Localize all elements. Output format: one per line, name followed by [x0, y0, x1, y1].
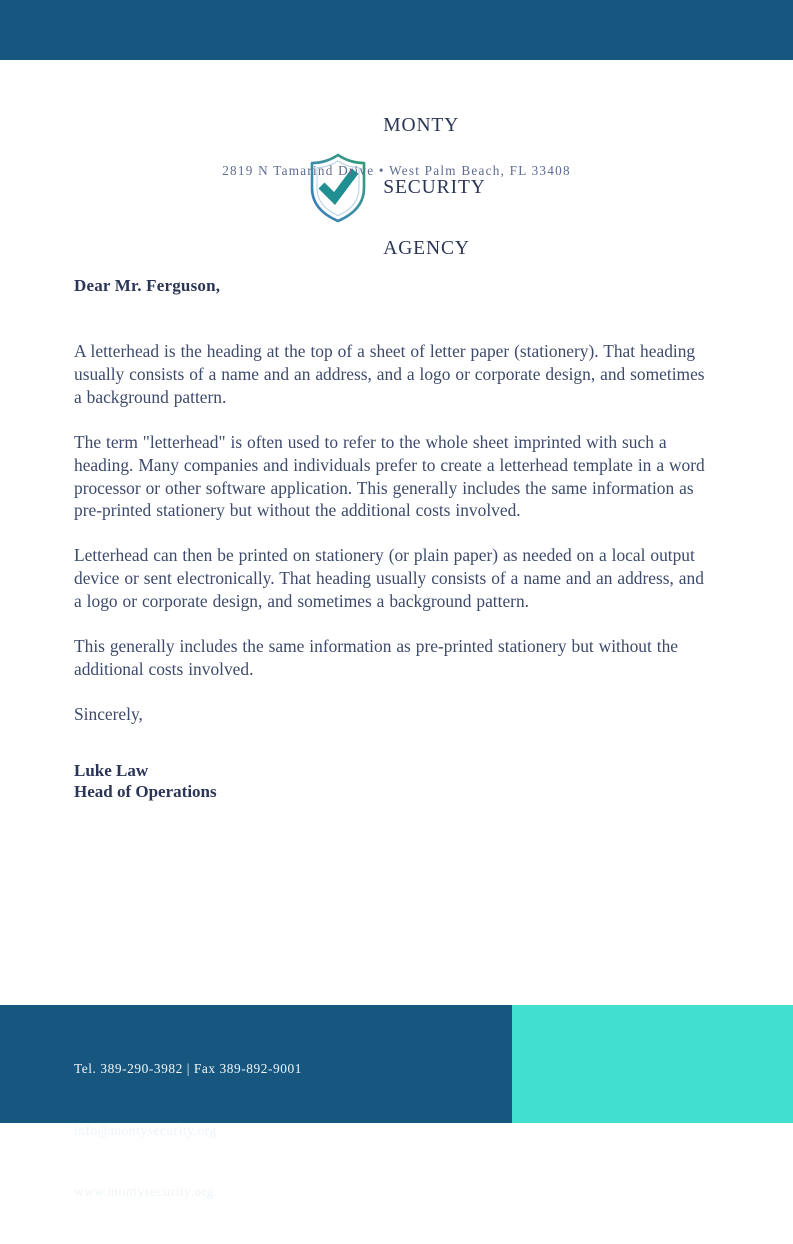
company-address: 2819 N Tamarind Drive • West Palm Beach, FL 33408: [222, 163, 571, 178]
wordmark-line-3: AGENCY: [383, 238, 470, 259]
body-paragraph-2: The term "letterhead" is often used to refer to the whole sheet imprinted with such a heading. Many companies and individuals prefer to create a letterhead template in a word processor or other software application. This generally includes the same information as pre-printed stationery but without the additional costs involved.: [74, 431, 705, 521]
letterhead-footer: [0, 1005, 793, 1199]
signature-name: Luke Law: [74, 760, 149, 780]
letter-body: [74, 276, 715, 803]
signature-block: [74, 760, 715, 803]
salutation: Dear Mr. Ferguson,: [74, 276, 221, 295]
footer-contact-info: [74, 1018, 302, 1244]
company-logo-lockup: [0, 75, 793, 301]
footer-teal-accent-panel: [512, 1005, 793, 1123]
signature-title: Head of Operations: [74, 782, 217, 802]
closing-line: Sincerely,: [74, 703, 143, 724]
footer-phone-fax: Tel. 389-290-3982 | Fax 389-892-9001: [74, 1061, 302, 1076]
body-paragraph-3: Letterhead can then be printed on stationery (or plain paper) as needed on a local output device or sent electronically. That heading usually consists of a name and an address, and a logo or corporate design, and sometimes a background pattern.: [74, 545, 704, 612]
body-paragraph-4: This generally includes the same information as pre-printed stationery but without the additional costs involved.: [74, 636, 679, 679]
wordmark-line-1: MONTY: [383, 115, 460, 136]
top-navy-bar: [0, 0, 793, 60]
footer-website[interactable]: www.montysecurity.org: [74, 1184, 214, 1199]
wordmark-line-2: SECURITY: [383, 176, 486, 198]
letterhead-header: [0, 60, 793, 259]
company-wordmark: [383, 75, 486, 301]
body-paragraph-1: A letterhead is the heading at the top of a sheet of letter paper (stationery). That heading usually consists of a name and an address, and a logo or corporate design, and sometimes a background pattern.: [74, 341, 705, 407]
footer-email[interactable]: info@montysecurity.org: [74, 1122, 217, 1138]
